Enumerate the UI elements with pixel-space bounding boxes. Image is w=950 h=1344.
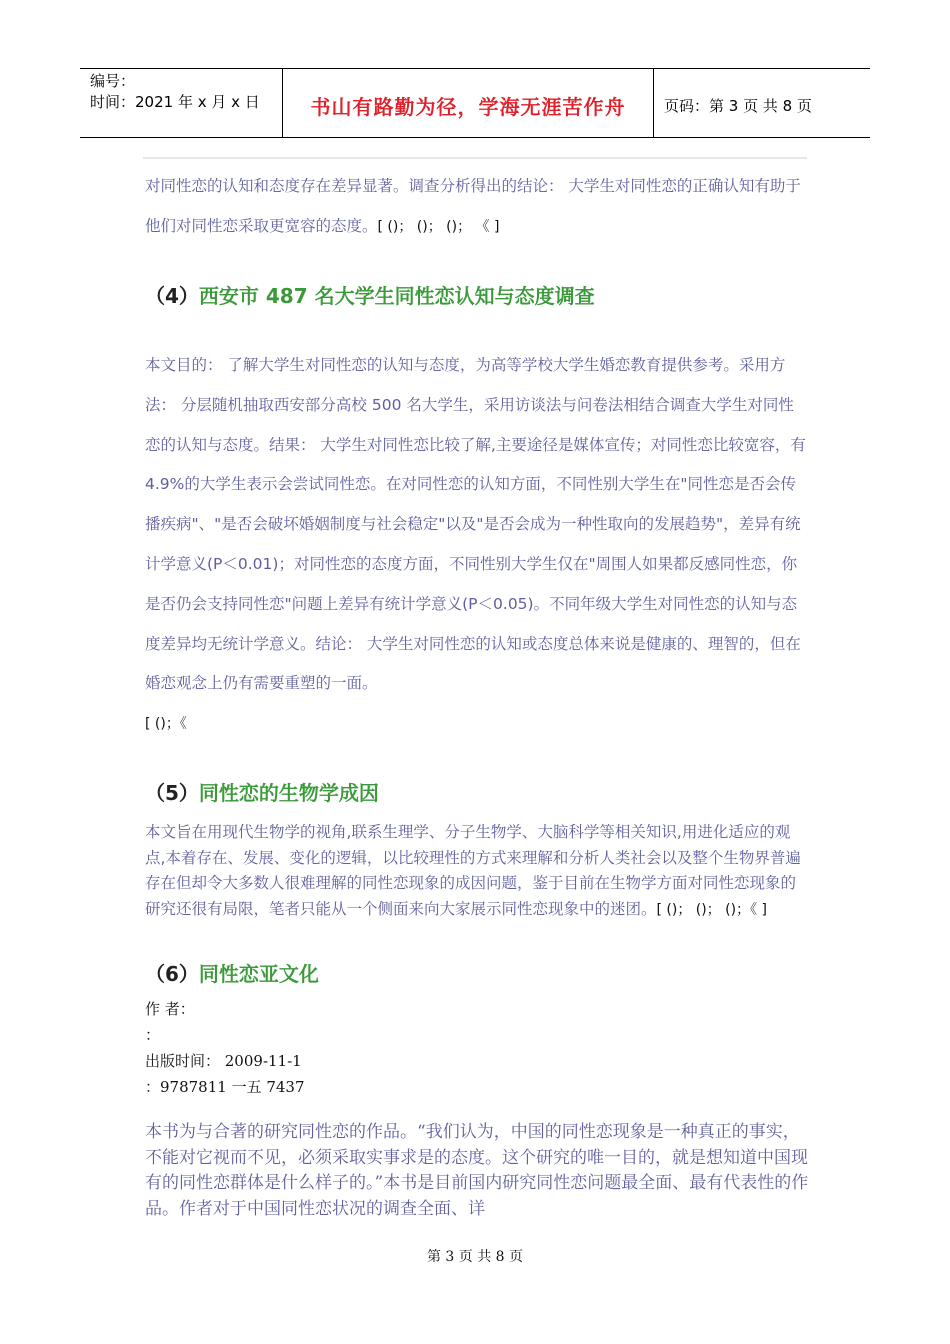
section5-heading (145, 777, 379, 806)
header-meta (80, 69, 282, 137)
section5-body: 本文旨在用现代生物学的视角,联系生理学、分子生物学、大脑科学等相关知识,用进化适应的观点,本着存在、发展、变化的逻辑，以比较理性的方式来理解和分析人类社会以及整个生物界普遍存在但却令大多数人很难理解的同性恋现象的成因问题，鉴于目前在生物学方面对同性恋现象的研究还很有局限，笔者只能从一个侧面来向大家展示同性恋现象中的迷团。 (145, 823, 801, 918)
book-colon-line: ： (145, 1026, 161, 1044)
header-divider (143, 157, 807, 159)
section6-heading (145, 958, 319, 987)
section5-title: 同性恋的生物学成因 (198, 781, 379, 805)
section4-number: （4） (145, 284, 199, 308)
section4-reference: [ ()；《 (145, 716, 187, 733)
intro-text: 对同性恋的认知和态度存在差异显著。调查分析得出的结论： 大学生对同性恋的正确认知有助于他们对同性恋采取更宽容的态度。 (145, 177, 801, 235)
section5-number: （5） (145, 781, 199, 805)
section4-paragraph (145, 346, 807, 745)
intro-paragraph (145, 167, 807, 248)
intro-reference: [ ()； ()； ()； 《 ] (377, 218, 500, 235)
header-motto: 书山有路勤为径，学海无涯苦作舟 (282, 69, 654, 137)
doc-date-label: 时间：2021 年 x 月 x 日 (90, 93, 260, 111)
section4-heading (145, 280, 595, 309)
section4-title: 西安市 487 名大学生同性恋认知与态度调查 (198, 284, 595, 308)
book-isbn: ：9787811 一五 7437 (145, 1078, 305, 1096)
section4-body: 本文目的： 了解大学生对同性恋的认知与态度，为高等学校大学生婚恋教育提供参考。采用方法： 分层随机抽取西安部分高校 500 名大学生，采用访谈法与问卷法相结合调查大学生对同性恋的认知与态度。结果： 大学生对同性恋比较了解,主要途径是媒体宣传；对同性恋比较宽容，有 4.9%的大学生表示会尝试同性恋。在对同性恋的认知方面，不同性别大学生在"同性恋是否会传播疾病"、"是否会破坏婚姻制度与社会稳定"以及"是否会成为一种性取向的发展趋势"，差异有统计学意义(P＜0.01)；对同性恋的态度方面，不同性别大学生仅在"周围人如果都反感同性恋，你是否仍会支持同性恋"问题上差异有统计学意义(P＜0.05)。不同年级大学生对同性恋的认知与态度差异均无统计学意义。结论： 大学生对同性恋的认知或态度总体来说是健康的、理智的，但在婚恋观念上仍有需要重塑的一面。 (145, 356, 806, 693)
doc-number-label: 编号： (90, 72, 136, 90)
header-page-label: 页码：第 3 页 共 8 页 (664, 96, 812, 115)
page-footer: 第 3 页 共 8 页 (426, 1249, 524, 1265)
section6-title: 同性恋亚文化 (198, 962, 319, 986)
section5-reference: [ ()； ()； ()；《 ] (656, 901, 768, 918)
book-publish-date: 出版时间： 2009-11-1 (145, 1052, 302, 1070)
section6-number: （6） (145, 962, 199, 986)
book-info (145, 996, 305, 1100)
book-author-label: 作 者： (145, 1000, 195, 1018)
book-description: 本书为与合著的研究同性恋的作品。“我们认为，中国的同性恋现象是一种真正的事实，不能对它视而不见，必须采取实事求是的态度。这个研究的唯一目的，就是想知道中国现有的同性恋群体是什么样子的。”本书是目前国内研究同性恋问题最全面、最有代表性的作品。作者对于中国同性恋状况的调查全面、详 (145, 1122, 809, 1219)
page-header (80, 68, 870, 138)
section5-paragraph (145, 820, 807, 923)
